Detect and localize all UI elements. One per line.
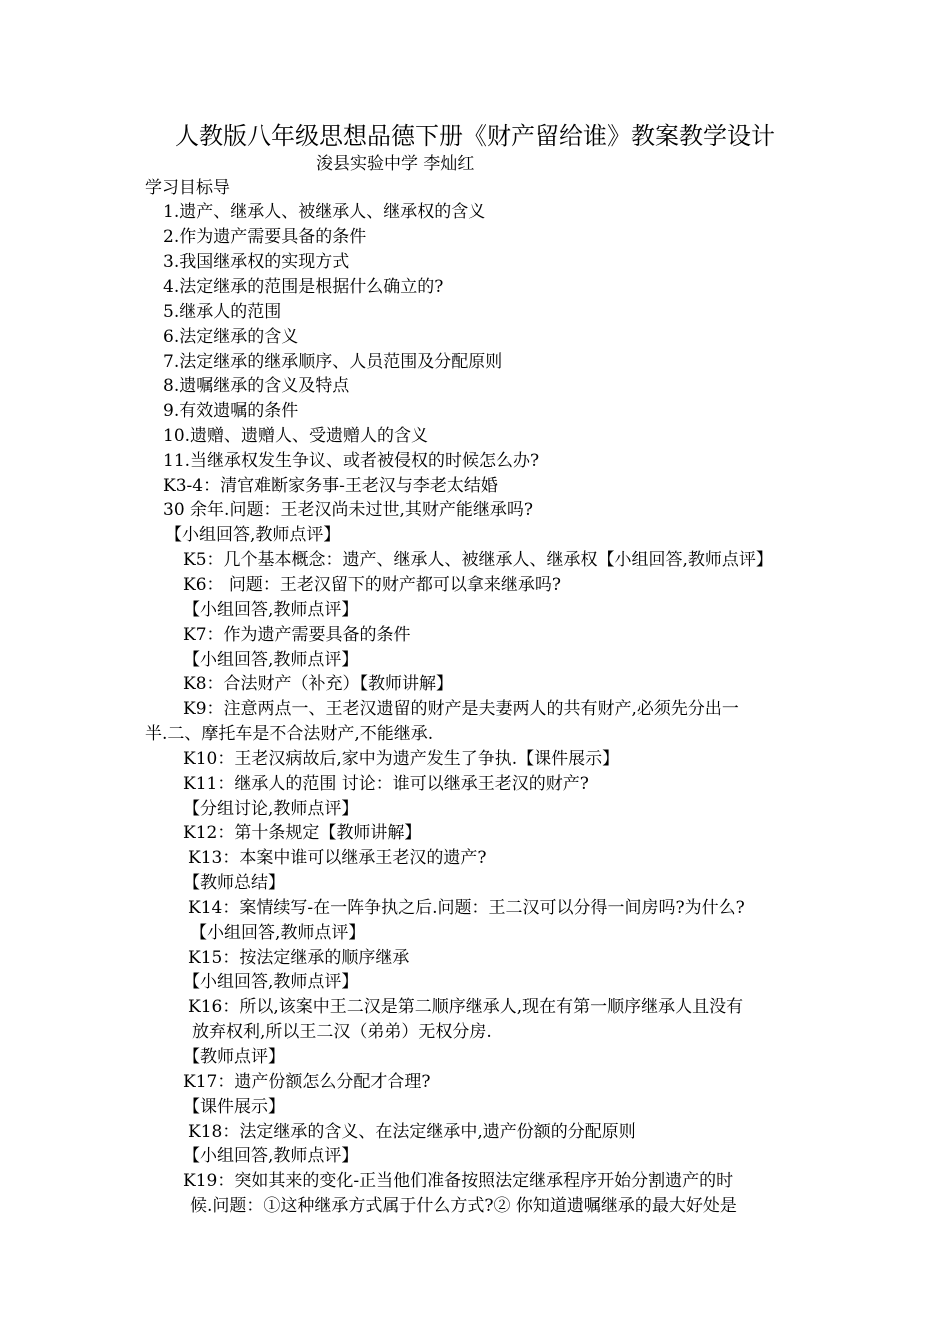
step-line: K9：注意两点一、王老汉遗留的财产是夫妻两人的共有财产,必须先分出一 xyxy=(183,699,739,719)
step-line: K10：王老汉病故后,家中为遗产发生了争执.【课件展示】 xyxy=(183,749,620,769)
step-line: 【小组回答,教师点评】 xyxy=(183,1146,359,1166)
document-title: 人教版八年级思想品德下册《财产留给谁》教案教学设计 xyxy=(175,122,775,150)
step-line: K19：突如其来的变化-正当他们准备按照法定继承程序开始分割遗产的时 xyxy=(183,1171,734,1191)
step-line: K3-4：清官难断家务事-王老汉与李老太结婚 xyxy=(163,476,498,496)
objective-item: 7.法定继承的继承顺序、人员范围及分配原则 xyxy=(163,352,503,372)
author-line: 浚县实验中学 李灿红 xyxy=(316,154,475,174)
step-line: K6： 问题：王老汉留下的财产都可以拿来继承吗? xyxy=(183,575,562,595)
step-line: K14：案情续写-在一阵争执之后.问题：王二汉可以分得一间房吗?为什么? xyxy=(188,898,745,918)
objective-item: 1.遗产、继承人、被继承人、继承权的含义 xyxy=(163,202,486,222)
step-line: 【教师点评】 xyxy=(183,1047,285,1067)
step-line: 半.二、摩托车是不合法财产,不能继承. xyxy=(145,724,434,744)
step-line: 【小组回答,教师点评】 xyxy=(190,923,366,943)
step-line: 【课件展示】 xyxy=(183,1097,285,1117)
step-line: 【小组回答,教师点评】 xyxy=(183,650,359,670)
step-line: 【小组回答,教师点评】 xyxy=(165,525,341,545)
objective-item: 10.遗赠、遗赠人、受遗赠人的含义 xyxy=(163,426,429,446)
step-line: 【教师总结】 xyxy=(183,873,285,893)
step-line: K17：遗产份额怎么分配才合理? xyxy=(183,1072,431,1092)
step-line: K12：第十条规定【教师讲解】 xyxy=(183,823,422,843)
step-line: 30 余年.问题：王老汉尚未过世,其财产能继承吗? xyxy=(163,500,533,520)
step-line: K5：几个基本概念：遗产、继承人、被继承人、继承权【小组回答,教师点评】 xyxy=(183,550,773,570)
step-line: K18：法定继承的含义、在法定继承中,遗产份额的分配原则 xyxy=(188,1122,636,1142)
step-line: K11：继承人的范围 讨论：谁可以继承王老汉的财产? xyxy=(183,774,589,794)
objective-item: 3.我国继承权的实现方式 xyxy=(163,252,350,272)
objective-item: 6.法定继承的含义 xyxy=(163,327,299,347)
step-line: 放弃权利,所以王二汉（弟弟）无权分房. xyxy=(192,1022,492,1042)
step-line: K8：合法财产（补充）【教师讲解】 xyxy=(183,674,454,694)
step-line: K7：作为遗产需要具备的条件 xyxy=(183,625,411,645)
step-line: K16：所以,该案中王二汉是第二顺序继承人,现在有第一顺序继承人且没有 xyxy=(188,997,744,1017)
objective-item: 9.有效遗嘱的条件 xyxy=(163,401,299,421)
step-line: K13：本案中谁可以继承王老汉的遗产? xyxy=(188,848,487,868)
objective-item: 2.作为遗产需要具备的条件 xyxy=(163,227,367,247)
step-line: 【分组讨论,教师点评】 xyxy=(183,799,359,819)
step-line: 【小组回答,教师点评】 xyxy=(183,600,359,620)
objective-item: 5.继承人的范围 xyxy=(163,302,282,322)
step-line: 候.问题：①这种继承方式属于什么方式?② 你知道遗嘱继承的最大好处是 xyxy=(190,1196,737,1216)
objective-item: 4.法定继承的范围是根据什么确立的? xyxy=(163,277,444,297)
objective-item: 11.当继承权发生争议、或者被侵权的时候怎么办? xyxy=(163,451,540,471)
step-line: 【小组回答,教师点评】 xyxy=(183,972,359,992)
objective-item: 8.遗嘱继承的含义及特点 xyxy=(163,376,350,396)
step-line: K15：按法定继承的顺序继承 xyxy=(188,948,410,968)
section-heading: 学习目标导 xyxy=(145,178,230,198)
